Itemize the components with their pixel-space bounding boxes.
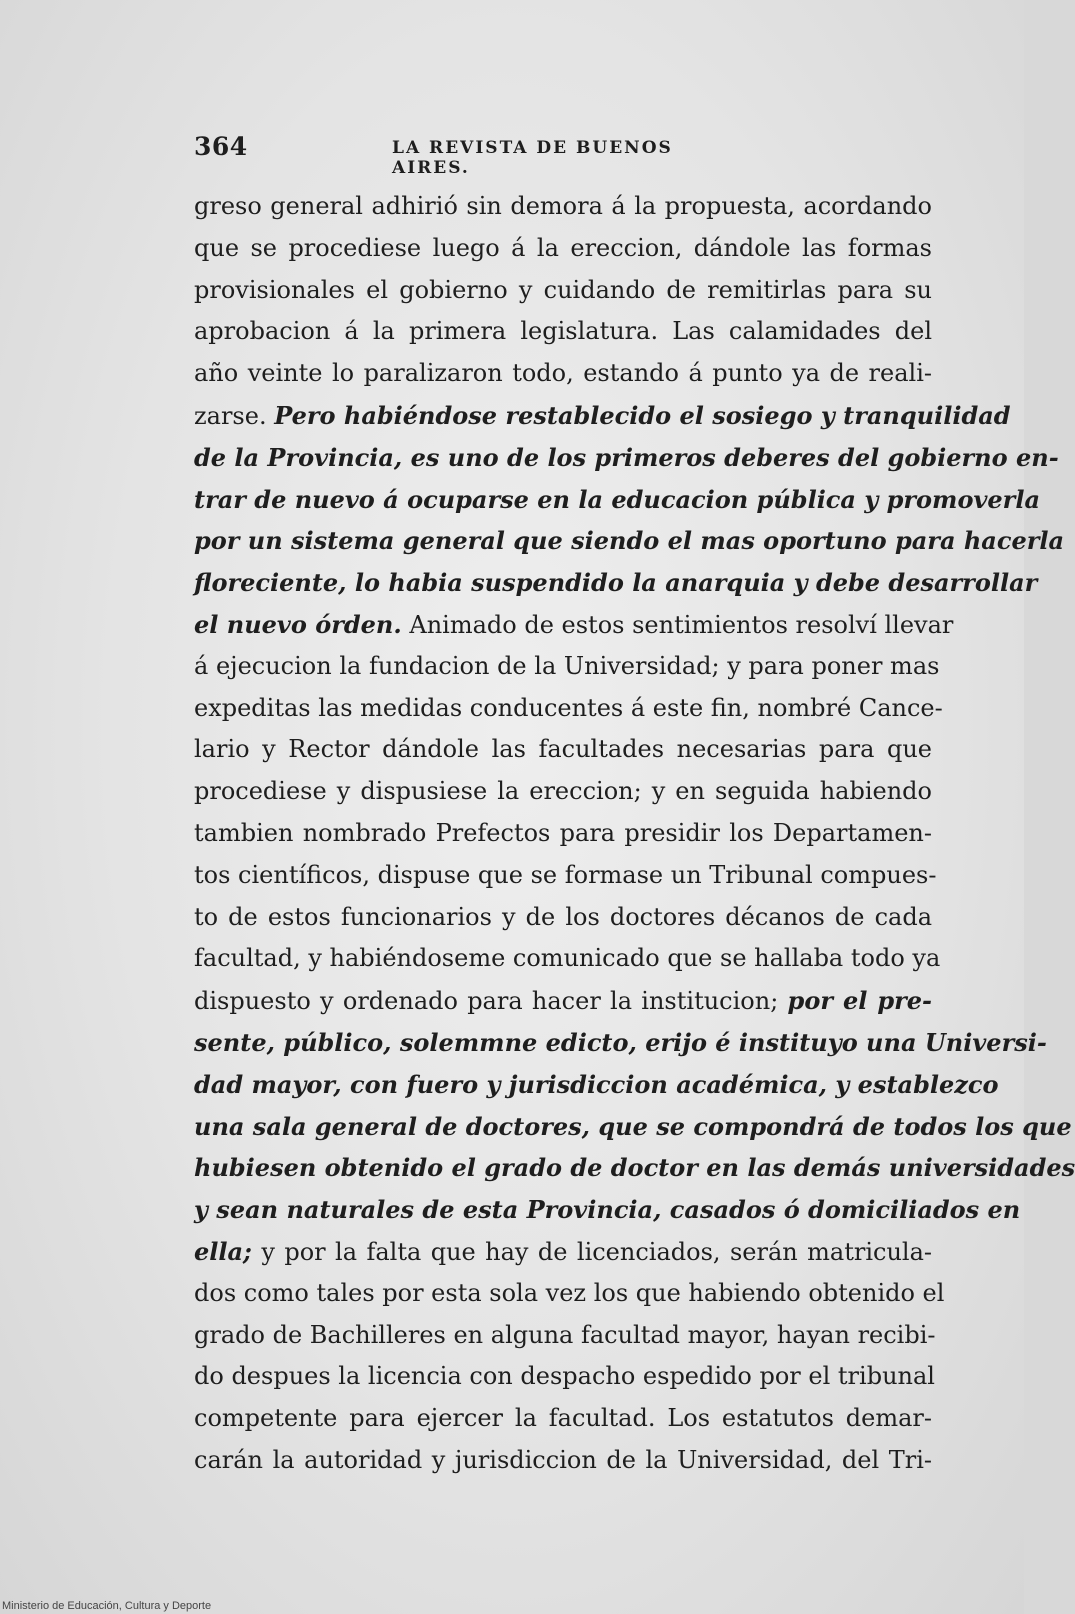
running-title: LA REVISTA DE BUENOS AIRES. [392,138,673,178]
text-line [194,813,932,855]
text-line [194,437,1059,479]
text-line [194,562,1038,604]
text-run: facultad, y habiéndoseme comunicado que se hallaba todo ya [194,944,941,973]
text-line [194,646,940,688]
text-run: to de estos funcionarios y de los doctores décanos de cada [194,902,932,931]
text-line [194,897,932,939]
text-run: grado de Bachilleres en alguna facultad mayor, hayan recibi- [194,1320,936,1349]
text-line [194,479,1040,521]
text-run: que se procediese luego á la ereccion, dándole las formas [194,233,932,262]
text-line [194,604,954,646]
text-run: greso general adhirió sin demora á la propuesta, acordando [194,192,932,220]
italic-text-run: Pero habiéndose restablecido el sosiego y tranquilidad [274,400,1011,430]
text-line [194,855,937,897]
text-run: zarse. [194,401,275,430]
italic-text-run: por un sistema general que siendo el mas oportuno para hacerla [194,526,1065,556]
footer-credit: Ministerio de Educación, Cultura y Deporte [2,1600,212,1612]
text-run: Animado de estos sentimientos resolví llevar [401,610,954,639]
text-run: tambien nombrado Prefectos para presidir los Departamen- [194,818,932,847]
italic-text-run: y sean naturales de esta Provincia, casados ó domiciliados en [194,1195,1021,1225]
italic-text-run: por el pre- [787,986,932,1016]
text-line [194,228,932,270]
italic-text-run: dad mayor, con fuero y jurisdiccion académica, y establezco [194,1069,999,1099]
text-line [194,270,932,312]
italic-text-run: ella; [194,1236,252,1266]
text-line [194,1189,1021,1231]
text-run: tos científicos, dispuse que se formase un Tribunal compues- [194,860,937,889]
text-run: dos como tales por esta sola vez los que habiendo obtenido el [194,1278,945,1307]
text-run: lario y Rector dándole las facultades necesarias para que [194,735,932,764]
body-text [194,186,1075,1482]
text-line [194,729,932,771]
text-line [194,1315,936,1357]
text-run: carán la autoridad y jurisdiccion de la Universidad, del Tri- [194,1445,932,1474]
text-run: procediese y dispusiese la ereccion; y en seguida habiendo [194,777,932,806]
text-line [194,1356,935,1398]
text-run: y por la falta que hay de licenciados, serán matricula- [251,1237,932,1266]
italic-text-run: floreciente, lo habia suspendido la anarquia y debe desarrollar [194,568,1038,598]
page-header [194,132,734,178]
text-run: á ejecucion la fundacion de la Universidad; y para poner mas [194,651,940,680]
text-line [194,1398,932,1440]
text-line [194,938,941,980]
text-line [194,771,932,813]
text-run: provisionales el gobierno y cuidando de remitirlas para su [194,275,932,304]
text-run: aprobacion á la primera legislatura. Las calamidades del [194,317,932,346]
text-line [194,186,932,228]
text-line [194,980,932,1022]
text-run: do despues la licencia con despacho espedido por el tribunal [194,1362,935,1391]
text-run: año veinte lo paralizaron todo, estando á punto ya de reali- [194,359,932,388]
text-run: competente para ejercer la facultad. Los estatutos demar- [194,1404,932,1433]
text-line [194,1231,932,1273]
italic-text-run: una sala general de doctores, que se compondrá de todos los que [194,1111,1072,1141]
italic-text-run: hubiesen obtenido el grado de doctor en las demás universidades [194,1153,1075,1183]
italic-text-run: de la Provincia, es uno de los primeros deberes del gobierno en- [194,442,1059,472]
page-number: 364 [194,132,248,161]
italic-text-run: el nuevo órden. [194,609,402,639]
italic-text-run: trar de nuevo á ocuparse en la educacion pública y promoverla [194,484,1040,514]
text-line [194,520,1065,562]
italic-text-run: sente, público, solemmne edicto, erijo é instituyo una Universi- [194,1027,1047,1057]
text-line [194,395,1011,437]
text-line [194,1147,1075,1189]
text-line [194,1064,999,1106]
text-line [194,688,943,730]
text-run: dispuesto y ordenado para hacer la institucion; [194,987,788,1016]
text-line [194,1106,1072,1148]
text-line [194,353,932,395]
text-line [194,1440,932,1482]
text-line [194,311,932,353]
text-line [194,1273,945,1315]
text-line [194,1022,1047,1064]
text-run: expeditas las medidas conducentes á este fin, nombré Cance- [194,693,943,722]
